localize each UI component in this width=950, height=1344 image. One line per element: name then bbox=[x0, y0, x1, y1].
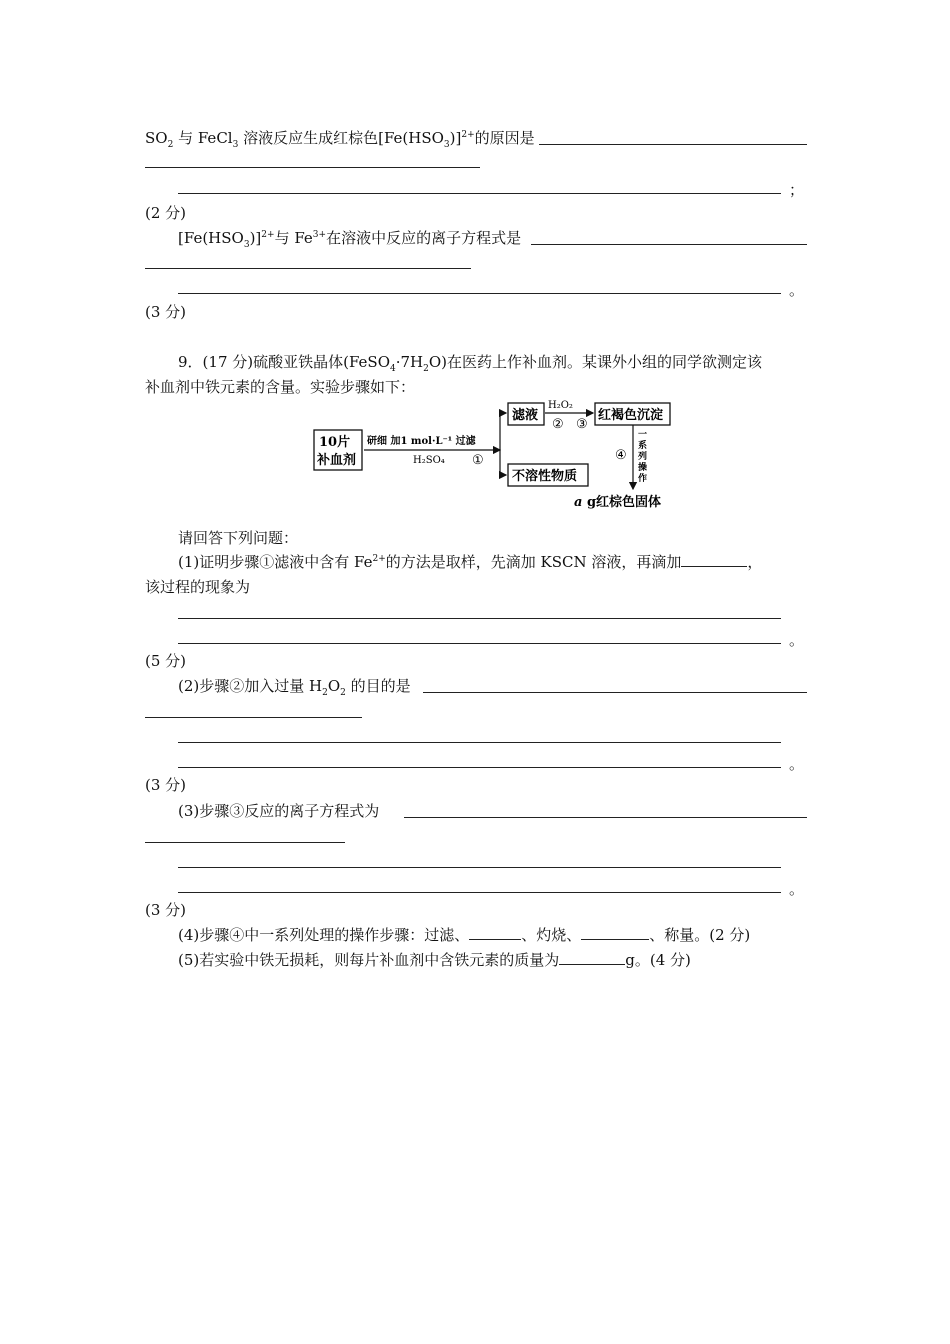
step-4-label: ④ bbox=[615, 448, 627, 463]
score-label: (3 分) bbox=[145, 901, 187, 919]
answer-blank[interactable] bbox=[178, 892, 781, 893]
answer-blank[interactable] bbox=[581, 925, 649, 940]
precipitate-label: 红褐色沉淀 bbox=[598, 408, 664, 423]
part-1-phenomenon: 该过程的现象为 bbox=[145, 578, 251, 596]
answer-blank[interactable] bbox=[145, 842, 345, 843]
arrow-main-bottom-label: H₂SO₄ bbox=[413, 455, 445, 466]
answer-blank[interactable] bbox=[404, 817, 807, 818]
series-ops-char: 操 bbox=[638, 463, 648, 473]
answer-blank[interactable] bbox=[681, 552, 747, 567]
step-2-label: ② bbox=[552, 417, 564, 432]
step-3-label: ③ bbox=[576, 417, 588, 432]
arrow-main-top-label: 研细 加1 mol·L⁻¹ 过滤 bbox=[367, 436, 476, 447]
period-mark: 。 bbox=[789, 281, 805, 299]
final-product-label: a g红棕色固体 bbox=[574, 495, 662, 510]
score-label: (2 分) bbox=[145, 204, 187, 222]
insoluble-label: 不溶性物质 bbox=[512, 469, 578, 484]
period-mark: 。 bbox=[789, 631, 805, 649]
part-3-question: (3)步骤③反应的离子方程式为 bbox=[178, 802, 380, 820]
h2o2-label: H₂O₂ bbox=[548, 400, 573, 411]
answer-blank[interactable] bbox=[539, 144, 807, 145]
answer-blank[interactable] bbox=[178, 867, 781, 868]
score-label: (5 分) bbox=[145, 652, 187, 670]
q9-intro-line-2: 补血剂中铁元素的含量。实验步骤如下： bbox=[145, 378, 416, 396]
step-1-label: ① bbox=[472, 453, 484, 468]
series-ops-char: 系 bbox=[638, 441, 648, 451]
answer-blank[interactable] bbox=[178, 618, 781, 619]
answer-blank[interactable] bbox=[178, 742, 781, 743]
start-label-2: 补血剂 bbox=[317, 453, 357, 468]
part-1-question: (1)证明步骤①滤液中含有 $Fe^{2+}$的方法是取样，先滴加 KSCN 溶液，再滴加 ， bbox=[178, 553, 763, 571]
answer-blank[interactable] bbox=[178, 767, 781, 768]
semicolon-mark: ； bbox=[789, 181, 805, 199]
prompt-text: 请回答下列问题： bbox=[178, 529, 299, 547]
part-5-question: (5)若实验中铁无损耗，则每片补血剂中含铁元素的质量为 g。(4 分) bbox=[178, 951, 691, 969]
experiment-flow-diagram bbox=[308, 393, 688, 515]
series-ops-char: 作 bbox=[638, 474, 648, 484]
q8-sentence-1: $SO_2$ 与 FeCl$_3$ 溶液反应生成红棕色$[Fe(HSO_3)]^{2+}$的原因是 bbox=[145, 129, 535, 150]
q9-intro-line-1: 9．(17 分)硫酸亚铁晶体$(FeSO_4\cdot 7H_2O)$在医药上作补血剂。某课外小组的同学欲测定该 bbox=[178, 353, 763, 374]
answer-blank[interactable] bbox=[423, 692, 807, 693]
part-2-question: (2)步骤②加入过量 $H_2O_2$ 的目的是 bbox=[178, 677, 411, 698]
part-4-question: (4)步骤④中一系列处理的操作步骤：过滤、 、灼烧、 、称量。(2 分) bbox=[178, 926, 751, 944]
answer-blank[interactable] bbox=[178, 643, 781, 644]
period-mark: 。 bbox=[789, 755, 805, 773]
answer-blank[interactable] bbox=[145, 167, 480, 168]
answer-blank[interactable] bbox=[559, 950, 625, 965]
answer-blank[interactable] bbox=[178, 193, 781, 194]
period-mark: 。 bbox=[789, 880, 805, 898]
answer-blank[interactable] bbox=[178, 293, 781, 294]
series-ops-char: 列 bbox=[638, 452, 648, 462]
score-label: (3 分) bbox=[145, 303, 187, 321]
start-label-1: 10片 bbox=[319, 435, 351, 450]
q8-sentence-2: $[Fe(HSO_3)]^{2+}$与 $Fe^{3+}$在溶液中反应的离子方程式是 bbox=[178, 229, 522, 250]
series-ops-char: 一 bbox=[638, 430, 648, 440]
answer-blank[interactable] bbox=[145, 268, 471, 269]
answer-blank[interactable] bbox=[531, 244, 807, 245]
answer-blank[interactable] bbox=[469, 925, 521, 940]
answer-blank[interactable] bbox=[145, 717, 362, 718]
filtrate-label: 滤液 bbox=[512, 408, 539, 423]
score-label: (3 分) bbox=[145, 776, 187, 794]
